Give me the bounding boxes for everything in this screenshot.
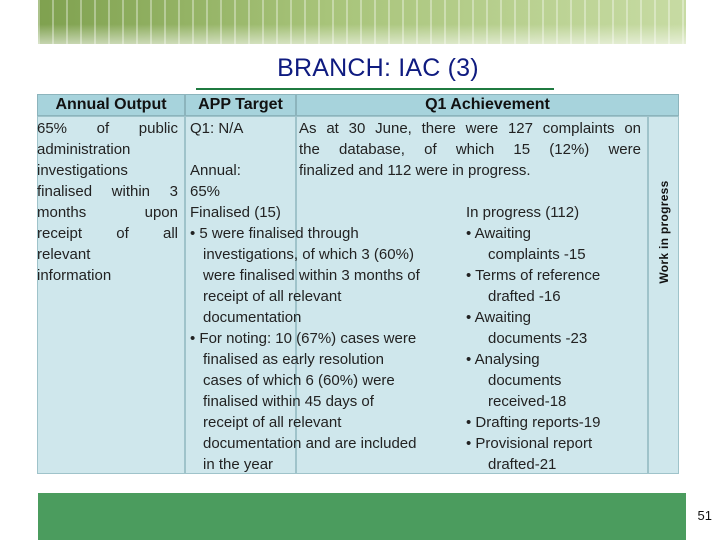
finalised-line: • For noting: 10 (67%) cases were — [190, 330, 417, 347]
in-progress-line: drafted-21 — [488, 456, 557, 473]
in-progress-line: documents -23 — [488, 330, 588, 347]
top-decorative-band — [38, 0, 686, 44]
in-progress-line: • Analysing — [466, 351, 540, 368]
finalised-line: were finalised within 3 months of — [203, 267, 420, 284]
annual-output-line: finalised within 3 — [37, 183, 178, 200]
finalised-heading: Finalised (15) — [190, 204, 281, 221]
finalised-line: receipt of all relevant — [203, 288, 342, 305]
annual-output-line: receipt of all — [37, 225, 178, 242]
finalised-line: receipt of all relevant — [203, 414, 342, 431]
bottom-band — [38, 493, 720, 540]
in-progress-line: • Awaiting — [466, 309, 532, 326]
header-q1-achievement: Q1 Achievement — [296, 94, 679, 116]
finalised-line: finalised as early resolution — [203, 351, 384, 368]
in-progress-line: • Provisional report — [466, 435, 593, 452]
title-underline — [196, 88, 554, 90]
in-progress-line: • Awaiting — [466, 225, 532, 242]
in-progress-line: drafted -16 — [488, 288, 561, 305]
finalised-line: documentation — [203, 309, 302, 326]
in-progress-line: complaints -15 — [488, 246, 586, 263]
annual-output-line: administration — [37, 141, 131, 158]
achievement-intro-line: finalized and 112 were in progress. — [299, 162, 531, 179]
finalised-line: cases of which 6 (60%) were — [203, 372, 395, 389]
header-annual-output: Annual Output — [37, 94, 185, 116]
annual-output-line: 65% of public — [37, 120, 178, 137]
target-annual-value: 65% — [190, 183, 221, 200]
achievement-intro-line: As at 30 June, there were 127 complaints on — [299, 120, 641, 137]
finalised-line: • 5 were finalised through — [190, 225, 359, 242]
page-number: 51 — [697, 508, 712, 523]
finalised-line: finalised within 45 days of — [203, 393, 374, 410]
finalised-line: documentation and are included — [203, 435, 417, 452]
page-title: BRANCH: IAC (3) — [277, 54, 479, 82]
header-app-target: APP Target — [185, 94, 296, 116]
in-progress-line: • Drafting reports-19 — [466, 414, 601, 431]
annual-output-line: information — [37, 267, 112, 284]
annual-output-line: months upon — [37, 204, 178, 221]
finalised-line: investigations, of which 3 (60%) — [203, 246, 414, 263]
target-annual-label: Annual: — [190, 162, 241, 179]
achievement-intro-line: the database, of which 15 (12%) were — [299, 141, 641, 158]
annual-output-line: investigations — [37, 162, 128, 179]
target-q1: Q1: N/A — [190, 120, 244, 137]
finalised-line: in the year — [203, 456, 274, 473]
in-progress-line: documents — [488, 372, 562, 389]
annual-output-line: relevant — [37, 246, 91, 263]
in-progress-line: • Terms of reference — [466, 267, 601, 284]
in-progress-heading: In progress (112) — [466, 204, 580, 221]
in-progress-line: received-18 — [488, 393, 567, 410]
